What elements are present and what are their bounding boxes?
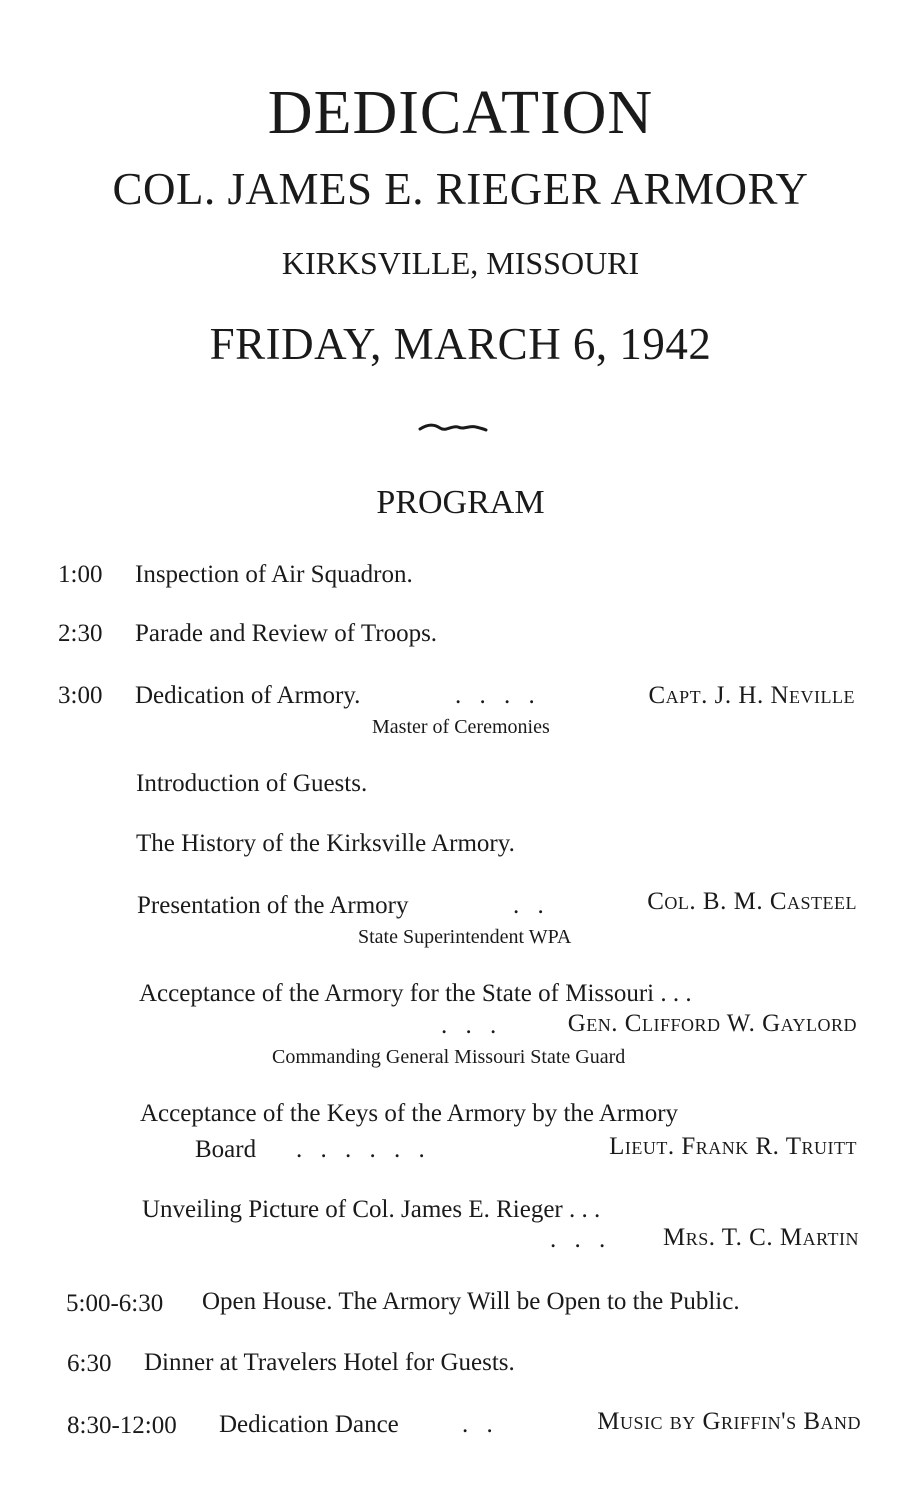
- speaker-name: Lieut. Frank R. Truitt: [609, 1133, 857, 1160]
- dot-leader: . .: [462, 1411, 499, 1438]
- program-item: Inspection of Air Squadron.: [135, 561, 413, 588]
- speaker-role: State Superintendent WPA: [358, 926, 572, 948]
- program-item: Introduction of Guests.: [136, 770, 368, 797]
- location: KIRKSVILLE, MISSOURI: [281, 245, 640, 281]
- dot-leader: . .: [513, 892, 550, 919]
- speaker-name: Capt. J. H. Neville: [648, 682, 855, 709]
- dot-leader: . . .: [550, 1226, 612, 1253]
- page-title: DEDICATION: [267, 79, 654, 147]
- speaker-role: Master of Ceremonies: [372, 716, 550, 738]
- time-label: 8:30-12:00: [67, 1412, 177, 1439]
- dot-leader: . . .: [441, 1012, 503, 1039]
- program-heading: PROGRAM: [376, 484, 545, 521]
- program-item: Parade and Review of Troops.: [135, 620, 438, 647]
- speaker-name: Mrs. T. C. Martin: [662, 1224, 859, 1251]
- program-item-continued: Board: [195, 1136, 257, 1163]
- time-label: 6:30: [67, 1350, 112, 1377]
- dot-leader: . . . .: [455, 682, 541, 709]
- time-label: 1:00: [58, 561, 103, 588]
- event-date: FRIDAY, MARCH 6, 1942: [209, 319, 712, 369]
- dot-leader: . . . . . .: [296, 1136, 431, 1163]
- armory-name: COL. JAMES E. RIEGER ARMORY: [112, 164, 809, 214]
- time-label: 3:00: [58, 682, 103, 709]
- speaker-name: Gen. Clifford W. Gaylord: [567, 1010, 857, 1037]
- speaker-name: Col. B. M. Casteel: [647, 888, 857, 915]
- program-item: The History of the Kirksville Armory.: [136, 830, 515, 857]
- speaker-role: Commanding General Missouri State Guard: [272, 1046, 626, 1068]
- program-item: Acceptance of the Armory for the State of Missouri . . .: [139, 980, 692, 1007]
- flourish-ornament: [418, 421, 488, 435]
- program-item: Unveiling Picture of Col. James E. Rieger . . .: [142, 1196, 601, 1223]
- time-label: 5:00-6:30: [66, 1290, 164, 1317]
- program-item: Dedication of Armory.: [135, 682, 361, 709]
- speaker-name: Music by Griffin's Band: [597, 1408, 861, 1435]
- program-item: Dedication Dance: [219, 1411, 399, 1438]
- program-item: Presentation of the Armory: [137, 892, 409, 919]
- program-item: Open House. The Armory Will be Open to the Public.: [202, 1288, 740, 1315]
- time-label: 2:30: [58, 620, 103, 647]
- program-item: Acceptance of the Keys of the Armory by the Armory: [140, 1100, 679, 1127]
- program-item: Dinner at Travelers Hotel for Guests.: [144, 1349, 515, 1376]
